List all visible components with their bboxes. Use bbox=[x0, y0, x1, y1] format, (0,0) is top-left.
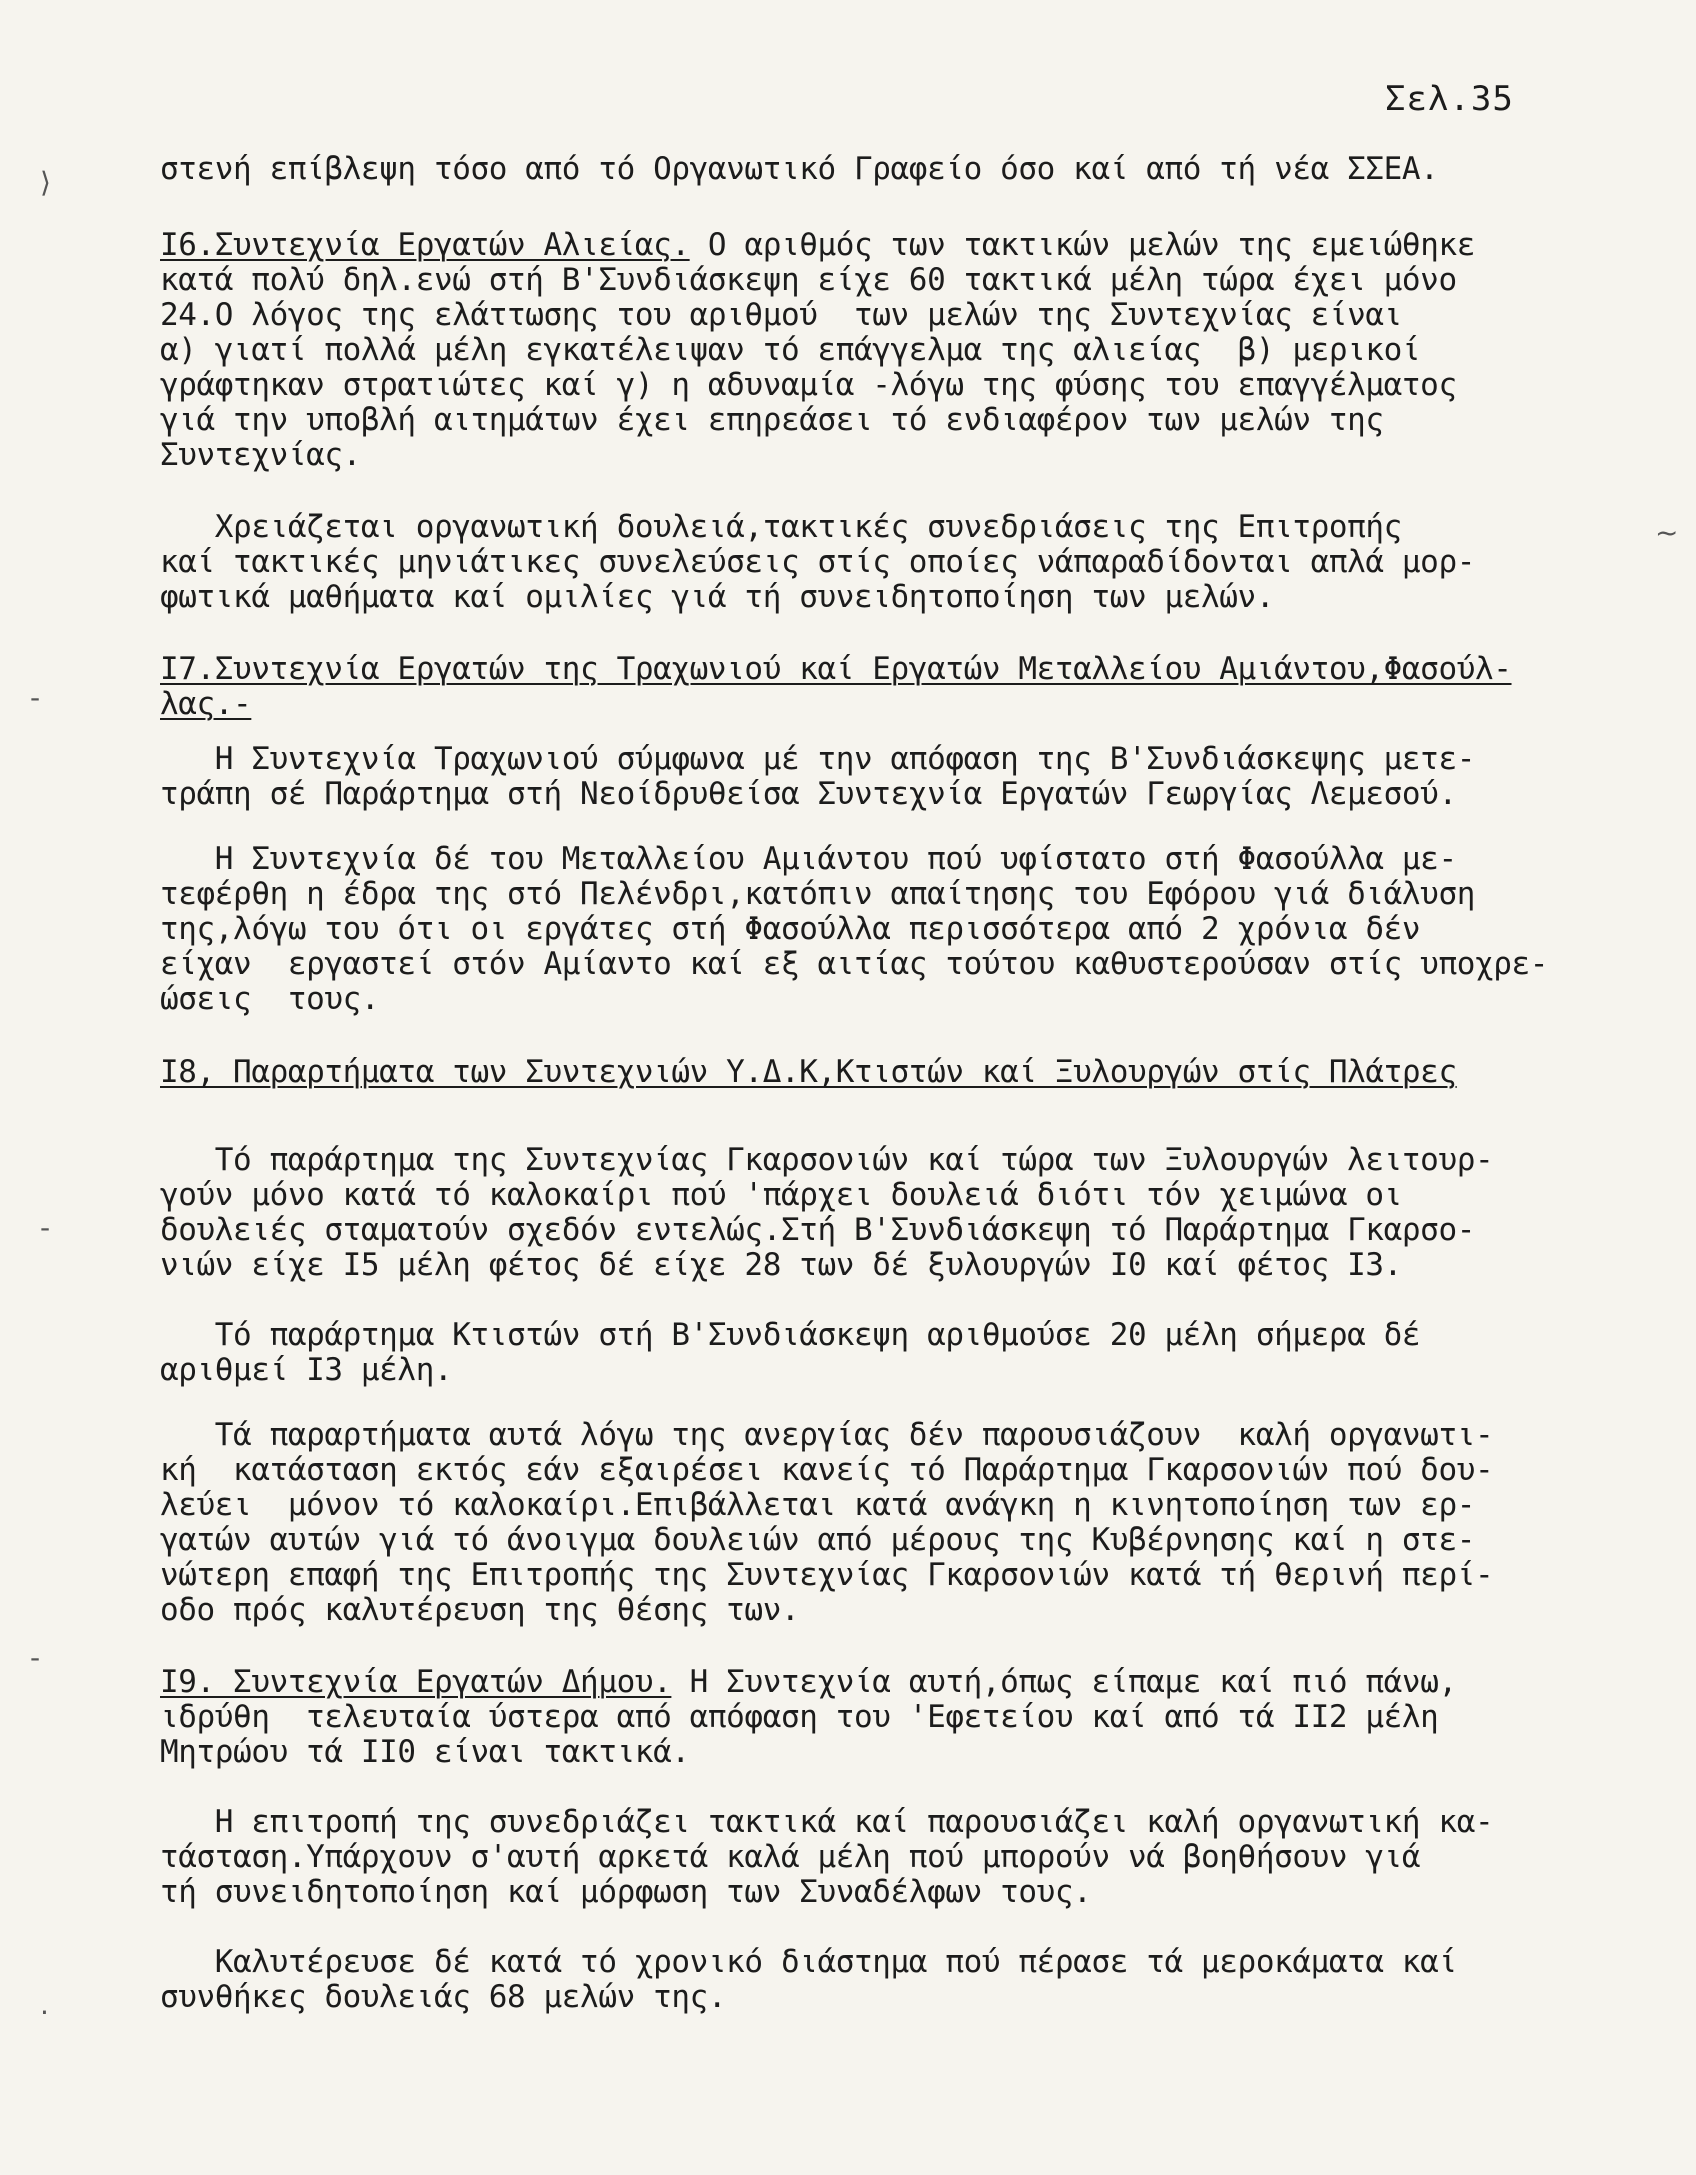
section-16-heading: I6.Συντεχνία Εργατών Αλιείας. bbox=[160, 227, 690, 263]
section-18-p3-line-4: γατών αυτών γιά τό άνοιγμα δουλειών από μέρους της Κυβέρνησης καί η στε- bbox=[160, 1522, 1475, 1558]
scan-mark: ⟩ bbox=[40, 166, 51, 199]
section-17-p1-line-2: τράπη σέ Παράρτημα στή Νεοίδρυθείσα Συντεχνία Εργατών Γεωργίας Λεμεσού. bbox=[160, 776, 1457, 812]
section-17-p2-line-3: της,λόγω του ότι οι εργάτες στή Φασούλλα περισσότερα από 2 χρόνια δέν bbox=[160, 911, 1421, 947]
section-18-paragraph-2 bbox=[160, 1318, 1630, 1388]
section-19 bbox=[160, 1665, 1630, 1770]
section-17-paragraph-1 bbox=[160, 742, 1630, 812]
scan-mark: - bbox=[30, 681, 40, 714]
section-19-p2-line-1: Η επιτροπή της συνεδριάζει τακτικά καί παρουσιάζει καλή οργανωτική κα- bbox=[160, 1804, 1494, 1840]
section-18-p1-line-2: γούν μόνο κατά τό καλοκαίρι πού 'πάρχει δουλειά διότι τόν χειμώνα οι bbox=[160, 1177, 1402, 1213]
section-19-p2-line-2: τάσταση.Υπάρχουν σ'αυτή αρκετά καλά μέλη πού μπορούν νά βοηθήσουν γιά bbox=[160, 1839, 1421, 1875]
section-18-p2-line-2: αριθμεί I3 μέλη. bbox=[160, 1352, 453, 1388]
section-16-line-1-rest: Ο αριθμός των τακτικών μελών της εμειώθηκε bbox=[689, 227, 1475, 263]
section-17-p2-line-5: ώσεις τους. bbox=[160, 981, 380, 1017]
lead-line: στενή επίβλεψη τόσο από τό Οργανωτικό Γραφείο όσο καί από τή νέα ΣΣΕΑ. bbox=[160, 151, 1439, 187]
section-16-p2-line-2: καί τακτικές μηνιάτικες συνελεύσεις στίς οποίες νάπαραδίδονται απλά μορ- bbox=[160, 544, 1475, 580]
section-18-p1-line-1: Τό παράρτημα της Συντεχνίας Γκαρσονιών καί τώρα των Ξυλουργών λειτουρ- bbox=[160, 1142, 1494, 1178]
section-18-p3-line-1: Τά παραρτήματα αυτά λόγω της ανεργίας δέν παρουσιάζουν καλή οργανωτι- bbox=[160, 1417, 1494, 1453]
section-18-p3-line-3: λεύει μόνον τό καλοκαίρι.Επιβάλλεται κατά ανάγκη η κινητοποίηση των ερ- bbox=[160, 1487, 1475, 1523]
section-17-p1-line-1: Η Συντεχνία Τραχωνιού σύμφωνα μέ την απόφαση της Β'Συνδιάσκεψης μετε- bbox=[160, 741, 1475, 777]
section-16-line-4: α) γιατί πολλά μέλη εγκατέλειψαν τό επάγγελμα της αλιείας β) μερικοί bbox=[160, 332, 1421, 368]
section-16-line-1 bbox=[160, 228, 1630, 263]
section-17-heading-line-1: I7.Συντεχνία Εργατών της Τραχωνιού καί Εργατών Μεταλλείου Αμιάντου,Φασούλ- bbox=[160, 651, 1512, 687]
section-18-paragraph-3 bbox=[160, 1418, 1630, 1628]
section-19-heading: I9. Συντεχνία Εργατών Δήμου. bbox=[160, 1664, 672, 1700]
section-16-paragraph-2 bbox=[160, 510, 1630, 615]
section-17 bbox=[160, 652, 1630, 722]
section-17-p2-line-4: είχαν εργαστεί στόν Αμίαντο καί εξ αιτίας τούτου καθυστερούσαν στίς υποχρε- bbox=[160, 946, 1549, 982]
section-18-p3-line-6: οδο πρός καλυτέρευση της θέσης των. bbox=[160, 1592, 800, 1628]
section-19-line-1-rest: Η Συντεχνία αυτή,όπως είπαμε καί πιό πάνω, bbox=[671, 1664, 1457, 1700]
section-16 bbox=[160, 228, 1630, 473]
section-18-p1-line-4: νιών είχε I5 μέλη φέτος δέ είχε 28 των δέ ξυλουργών I0 καί φέτος I3. bbox=[160, 1247, 1402, 1283]
section-19-paragraph-2 bbox=[160, 1805, 1630, 1910]
section-18-p3-line-5: νώτερη επαφή της Επιτροπής της Συντεχνίας Γκαρσονιών κατά τή θερινή περί- bbox=[160, 1557, 1494, 1593]
page-number: Σελ.35 bbox=[1385, 79, 1514, 119]
section-19-p2-line-3: τή συνειδητοποίηση καί μόρφωση των Συναδέλφων τους. bbox=[160, 1874, 1092, 1910]
section-18-p1-line-3: δουλειές σταματούν σχεδόν εντελώς.Στή Β'Συνδιάσκεψη τό Παράρτημα Γκαρσο- bbox=[160, 1212, 1475, 1248]
lead-paragraph bbox=[160, 152, 1630, 187]
scan-mark: ~ bbox=[1655, 516, 1679, 549]
section-16-p2-line-3: φωτικά μαθήματα καί ομιλίες γιά τή συνειδητοποίηση των μελών. bbox=[160, 579, 1275, 615]
section-18 bbox=[160, 1055, 1630, 1090]
section-16-line-6: γιά την υποβλή αιτημάτων έχει επηρεάσει τό ενδιαφέρον των μελών της bbox=[160, 402, 1384, 438]
section-17-p2-line-2: τεφέρθη η έδρα της στό Πελένδρι,κατόπιν απαίτησης του Εφόρου γιά διάλυση bbox=[160, 876, 1475, 912]
section-17-paragraph-2 bbox=[160, 842, 1630, 1017]
section-18-paragraph-1 bbox=[160, 1143, 1630, 1283]
section-16-line-7: Συντεχνίας. bbox=[160, 437, 361, 473]
section-19-line-1 bbox=[160, 1665, 1630, 1700]
section-18-heading: I8, Παραρτήματα των Συντεχνιών Υ.Δ.Κ,Κτιστών καί Ξυλουργών στίς Πλάτρες bbox=[160, 1054, 1457, 1090]
section-16-line-5: γράφτηκαν στρατιώτες καί γ) η αδυναμία -λόγω της φύσης του επαγγέλματος bbox=[160, 367, 1457, 403]
scan-mark: - bbox=[30, 1641, 40, 1674]
section-16-line-2: κατά πολύ δηλ.ενώ στή Β'Συνδιάσκεψη είχε 60 τακτικά μέλη τώρα έχει μόνο bbox=[160, 262, 1457, 298]
section-19-line-2: ιδρύθη τελευταία ύστερα από απόφαση του 'Εφετείου καί από τά II2 μέλη bbox=[160, 1699, 1439, 1735]
section-19-line-3: Μητρώου τά II0 είναι τακτικά. bbox=[160, 1734, 690, 1770]
section-17-heading-line-2: λας.- bbox=[160, 686, 252, 722]
section-18-p3-line-2: κή κατάσταση εκτός εάν εξαιρέσει κανείς τό Παράρτημα Γκαρσονιών πού δου- bbox=[160, 1452, 1494, 1488]
section-19-p3-line-1: Καλυτέρευσε δέ κατά τό χρονικό διάστημα πού πέρασε τά μεροκάματα καί bbox=[160, 1944, 1457, 1980]
section-17-p2-line-1: Η Συντεχνία δέ του Μεταλλείου Αμιάντου πού υφίστατο στή Φασούλλα με- bbox=[160, 841, 1457, 877]
section-18-p2-line-1: Τό παράρτημα Κτιστών στή Β'Συνδιάσκεψη αριθμούσε 20 μέλη σήμερα δέ bbox=[160, 1317, 1421, 1353]
section-16-line-3: 24.Ο λόγος της ελάττωσης του αριθμού των μελών της Συντεχνίας είναι bbox=[160, 297, 1402, 333]
scan-mark: · bbox=[40, 1996, 49, 2029]
section-19-p3-line-2: συνθήκες δουλειάς 68 μελών της. bbox=[160, 1979, 727, 2015]
section-19-paragraph-3 bbox=[160, 1945, 1630, 2015]
scan-mark: - bbox=[40, 1211, 50, 1244]
section-16-p2-line-1: Χρειάζεται οργανωτική δουλειά,τακτικές συνεδριάσεις της Επιτροπής bbox=[160, 509, 1402, 545]
